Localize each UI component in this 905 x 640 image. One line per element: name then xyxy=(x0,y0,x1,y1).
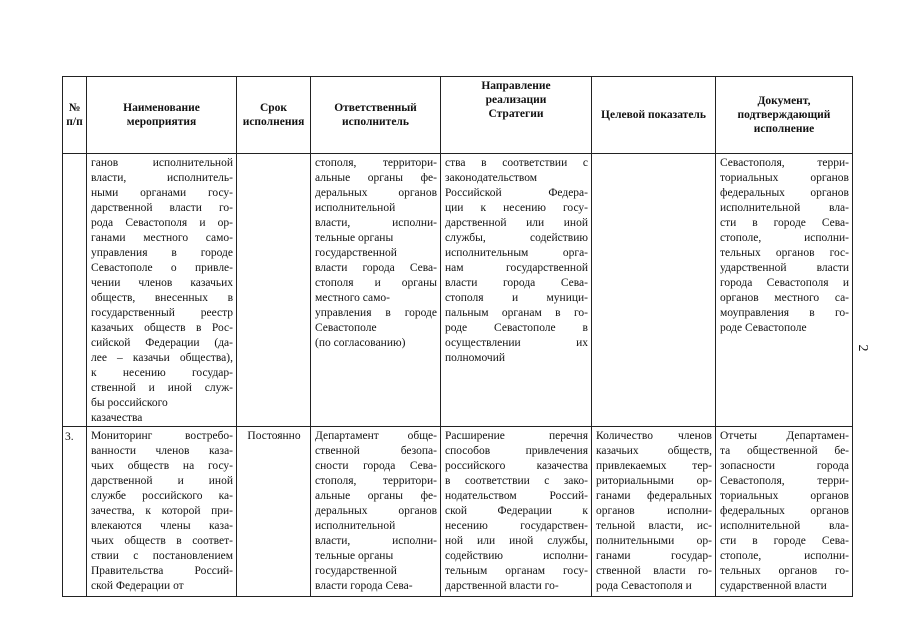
cell-line: пальным органам в го- xyxy=(445,307,588,319)
cell-line: сти в городе Сева- xyxy=(720,217,849,229)
cell-line: влекаются члены каза- xyxy=(91,520,233,532)
cell-line: управления в городе xyxy=(315,307,437,319)
term-cell xyxy=(237,154,311,427)
cell-line: осуществлении их xyxy=(445,337,588,349)
cell-line: несению государствен- xyxy=(445,520,588,532)
cell-line: к несению государ- xyxy=(91,367,233,379)
header-executor xyxy=(311,77,441,154)
cell-line: российского казачества xyxy=(445,460,588,472)
cell-line: стополе, исполни- xyxy=(720,232,849,244)
cell-line: органов местного са- xyxy=(720,292,849,304)
cell-line: Количество членов xyxy=(596,430,712,442)
cell-line: сийской Федерации (да- xyxy=(91,337,233,349)
cell-line: Мониторинг востребо- xyxy=(91,430,233,442)
activity-cell xyxy=(87,427,237,597)
header-direction xyxy=(441,77,592,154)
cell-line: государственной xyxy=(315,247,397,259)
header-line: Ответственный xyxy=(334,102,417,114)
cell-line: федеральных органов xyxy=(720,505,849,517)
cell-line: ганами федеральных xyxy=(596,490,712,502)
target-cell xyxy=(592,154,716,427)
cell-line: казачества xyxy=(91,412,143,424)
cell-line: управления в городе xyxy=(91,247,233,259)
cell-line: ской Федерации от xyxy=(91,580,184,592)
cell-line: рода Севастополя и ор- xyxy=(91,217,233,229)
cell-line: стополя и муници- xyxy=(445,292,588,304)
cell-line: тельным органам госу- xyxy=(445,565,588,577)
cell-line: власти, исполнитель- xyxy=(91,172,233,184)
table-row xyxy=(63,154,853,427)
cell-line: дарственной или иной xyxy=(445,217,588,229)
cell-line: дарственной власти го- xyxy=(91,202,233,214)
cell-line: власти города Сева- xyxy=(315,580,413,592)
cell-line: ской Федерации к xyxy=(445,505,588,517)
cell-line: рода Севастополя и xyxy=(596,580,692,592)
cell-line: ванности членов каза- xyxy=(91,445,233,457)
cell-line: лее – казачьи общества), xyxy=(91,352,233,364)
cell-line: риториальными ор- xyxy=(596,475,712,487)
cell-line: стополя, территори- xyxy=(315,475,437,487)
header-line: № xyxy=(68,102,81,114)
header-line: Срок xyxy=(259,102,288,114)
cell-line: нодательством Россий- xyxy=(445,490,588,502)
cell-line: Севастополе xyxy=(315,322,377,334)
cell-line: Правительства Россий- xyxy=(91,565,233,577)
cell-line: Севастополя, терри- xyxy=(720,475,849,487)
cell-line: чьих обществ на госу- xyxy=(91,460,233,472)
cell-line: альные органы фе- xyxy=(315,172,437,184)
cell-line: ториальных органов xyxy=(720,490,849,502)
cell-line: исполнительной вла- xyxy=(720,202,849,214)
row-number xyxy=(63,154,87,427)
cell-line: сти в городе Сева- xyxy=(720,535,849,547)
cell-line: Севастополе о привле- xyxy=(91,262,233,274)
cell-line: ства в соответствии с xyxy=(445,157,588,169)
cell-line: тельной власти, ис- xyxy=(596,520,712,532)
cell-line: казачьих обществ в Рос- xyxy=(91,322,233,334)
header-line: Целевой показатель xyxy=(601,109,706,121)
cell-line: нам государственной xyxy=(445,262,588,274)
cell-line: бы российского xyxy=(91,397,168,409)
header-target xyxy=(592,77,716,154)
activity-cell xyxy=(87,154,237,427)
cell-line: моуправления в го- xyxy=(720,307,849,319)
cell-line: законодательством xyxy=(445,172,538,184)
cell-line: ной или иной службы, xyxy=(445,535,588,547)
term-cell xyxy=(237,427,311,597)
page-number: 2 xyxy=(855,344,870,352)
cell-line: ственной безопа- xyxy=(315,445,437,457)
cell-line: дарственной и иной xyxy=(91,475,233,487)
header-document xyxy=(716,77,853,154)
header-activity xyxy=(87,77,237,154)
header-row xyxy=(63,77,853,154)
cell-line: власти города Сева- xyxy=(315,262,437,274)
cell-line: стополя и органы xyxy=(315,277,437,289)
header-line: подтверждающий xyxy=(737,109,831,121)
cell-line: Севастополя, терри- xyxy=(720,157,849,169)
cell-line: ториальных органов xyxy=(720,172,849,184)
cell-line: деральных органов xyxy=(315,505,437,517)
cell-line: в соответствии с зако- xyxy=(445,475,588,487)
cell-line: ганами государ- xyxy=(596,550,712,562)
cell-line: исполнительным орга- xyxy=(445,247,588,259)
cell-line: (по согласованию) xyxy=(315,337,406,349)
cell-line: Департамент обще- xyxy=(315,430,437,442)
cell-line: полномочий xyxy=(445,352,505,364)
cell-line: города Севастополя и xyxy=(720,277,849,289)
header-line: реализации xyxy=(485,94,547,106)
header-line: п/п xyxy=(66,116,83,128)
cell-line: альные органы фе- xyxy=(315,490,437,502)
cell-line: чении членов казачьих xyxy=(91,277,233,289)
cell-line: сности города Сева- xyxy=(315,460,437,472)
table-row xyxy=(63,427,853,597)
document-cell xyxy=(716,154,853,427)
executor-cell xyxy=(311,427,441,597)
header-line: Направление xyxy=(481,80,551,92)
cell-line: Расширение перечня xyxy=(445,430,588,442)
cell-line: сударственной власти xyxy=(720,580,827,592)
cell-line: ными органами госу- xyxy=(91,187,233,199)
cell-line: местного само- xyxy=(315,292,390,304)
document-cell xyxy=(716,427,853,597)
cell-line: содействию исполни- xyxy=(445,550,588,562)
cell-line: роде Севастополе xyxy=(720,322,807,334)
cell-line: стополя, территори- xyxy=(315,157,437,169)
header-line: исполнение xyxy=(753,123,815,135)
cell-line: исполнительной xyxy=(315,202,396,214)
header-line: исполнения xyxy=(242,116,305,128)
cell-line: чьих обществ в соответ- xyxy=(91,535,233,547)
cell-line: деральных органов xyxy=(315,187,437,199)
cell-line: ции к несению госу- xyxy=(445,202,588,214)
header-line: Стратегии xyxy=(488,108,544,120)
cell-line: тельных органов го- xyxy=(720,565,849,577)
cell-line: та общественной бе- xyxy=(720,445,849,457)
cell-line: ственной и иной служ- xyxy=(91,382,233,394)
cell-line: зачества, к которой при- xyxy=(91,505,233,517)
cell-line: государственный реестр xyxy=(91,307,233,319)
cell-line: исполнительной вла- xyxy=(720,520,849,532)
cell-line: тельные органы xyxy=(315,550,394,562)
cell-line: исполнительной xyxy=(315,520,396,532)
header-line: Документ, xyxy=(757,95,811,107)
header-number xyxy=(63,77,87,154)
cell-line: обществ, внесенных в xyxy=(91,292,233,304)
cell-line: тельных органов гос- xyxy=(720,247,849,259)
header-line: мероприятия xyxy=(126,116,197,128)
cell-line: власти, исполни- xyxy=(315,217,437,229)
cell-line: государственной xyxy=(315,565,397,577)
cell-line: Российской Федера- xyxy=(445,187,588,199)
cell-line: роде Севастополе в xyxy=(445,322,588,334)
cell-line: стополе, исполни- xyxy=(720,550,849,562)
target-cell xyxy=(592,427,716,597)
header-line: Наименование xyxy=(123,102,200,114)
cell-line: привлекаемых тер- xyxy=(596,460,712,472)
direction-cell xyxy=(441,154,592,427)
cell-line: ственной власти го- xyxy=(596,565,712,577)
cell-line: службе российского ка- xyxy=(91,490,233,502)
cell-line: ганов исполнительной xyxy=(91,157,233,169)
cell-line: зопасности города xyxy=(720,460,849,472)
direction-cell xyxy=(441,427,592,597)
cell-line: ганами местного само- xyxy=(91,232,233,244)
cell-line: тельные органы xyxy=(315,232,394,244)
cell-line: Отчеты Департамен- xyxy=(720,430,849,442)
header-term xyxy=(237,77,311,154)
cell-line: ствии с постановлением xyxy=(91,550,233,562)
cell-line: органов исполни- xyxy=(596,505,712,517)
cell-line: дарственной власти го- xyxy=(445,580,559,592)
cell-line: Постоянно xyxy=(247,430,301,442)
cell-line: способов привлечения xyxy=(445,445,588,457)
cell-line: ударственной власти xyxy=(720,262,849,274)
row-number: 3. xyxy=(63,427,87,597)
cell-line: власти, исполни- xyxy=(315,535,437,547)
executor-cell xyxy=(311,154,441,427)
cell-line: службы, содействию xyxy=(445,232,588,244)
cell-line: федеральных органов xyxy=(720,187,849,199)
cell-line: власти города Сева- xyxy=(445,277,588,289)
cell-line: казачьих обществ, xyxy=(596,445,712,457)
header-line: исполнитель xyxy=(342,116,409,128)
measures-table xyxy=(62,76,853,597)
cell-line: полнительными ор- xyxy=(596,535,712,547)
